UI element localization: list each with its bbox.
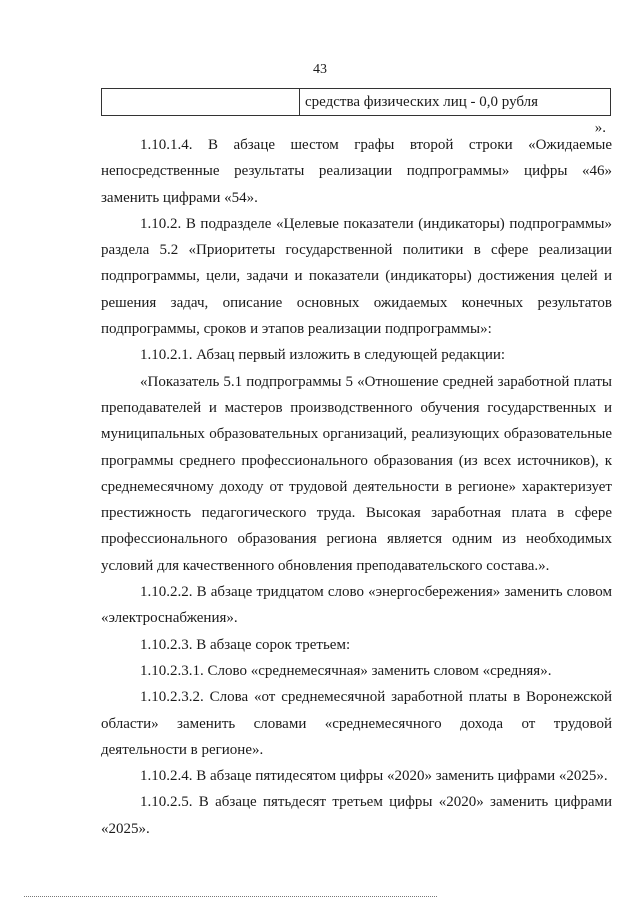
table-cell-empty bbox=[102, 89, 300, 115]
table-cell-text: средства физических лиц - 0,0 рубля bbox=[305, 94, 539, 110]
paragraph-quote-indicator: «Показатель 5.1 подпрограммы 5 «Отношение средней заработной платы преподавателей и мастеров производственного обучения государственных и муниципальных образовательных организаций, реализующих образовательные программы среднего профессионального образования (из всех источников), к среднемесячному доходу от трудовой деятельности в регионе» характеризует престижность педагогического труда. Высокая заработная плата в сфере профессионального образования региона является одним из необходимых условий для качественного обновления преподавательского состава.». bbox=[101, 373, 612, 574]
paragraph-1-10-2-3-1: 1.10.2.3.1. Слово «среднемесячная» заменить словом «средняя». bbox=[140, 662, 552, 679]
paragraph-1-10-2: 1.10.2. В подразделе «Целевые показатели (индикаторы) подпрограммы» раздела 5.2 «Приоритеты государственной политики в сфере реализации подпрограммы, цели, задачи и показатели (индикаторы) достижения целей и решения задач, описание основных ожидаемых конечных результатов подпрограммы, сроков и этапов реализации подпрограммы»: bbox=[101, 215, 612, 338]
paragraph-1-10-2-5: 1.10.2.5. В абзаце пятьдесят третьем цифры «2020» заменить цифрами «2025». bbox=[101, 794, 612, 837]
quote-close: ». bbox=[594, 120, 606, 136]
paragraph-1-10-2-2: 1.10.2.2. В абзаце тридцатом слово «энергосбережения» заменить словом «электроснабжения». bbox=[101, 584, 612, 627]
paragraph-1-10-2-1: 1.10.2.1. Абзац первый изложить в следующей редакции: bbox=[140, 347, 506, 364]
paragraph-1-10-2-3: 1.10.2.3. В абзаце сорок третьем: bbox=[140, 636, 351, 653]
page-number: 43 bbox=[313, 62, 327, 77]
paragraph-1-10-2-4: 1.10.2.4. В абзаце пятидесятом цифры «2020» заменить цифрами «2025». bbox=[140, 768, 608, 785]
table-fragment bbox=[101, 88, 611, 116]
paragraph-1-10-1-4: 1.10.1.4. В абзаце шестом графы второй строки «Ожидаемые непосредственные результаты реализации подпрограммы» цифры «46» заменить цифрами «54». bbox=[101, 137, 612, 206]
paragraph-1-10-2-3-2: 1.10.2.3.2. Слова «от среднемесячной заработной платы в Воронежской области» заменить словами «среднемесячного дохода от трудовой деятельности в регионе». bbox=[101, 689, 612, 758]
document-body bbox=[101, 132, 612, 842]
bottom-divider bbox=[24, 896, 437, 897]
